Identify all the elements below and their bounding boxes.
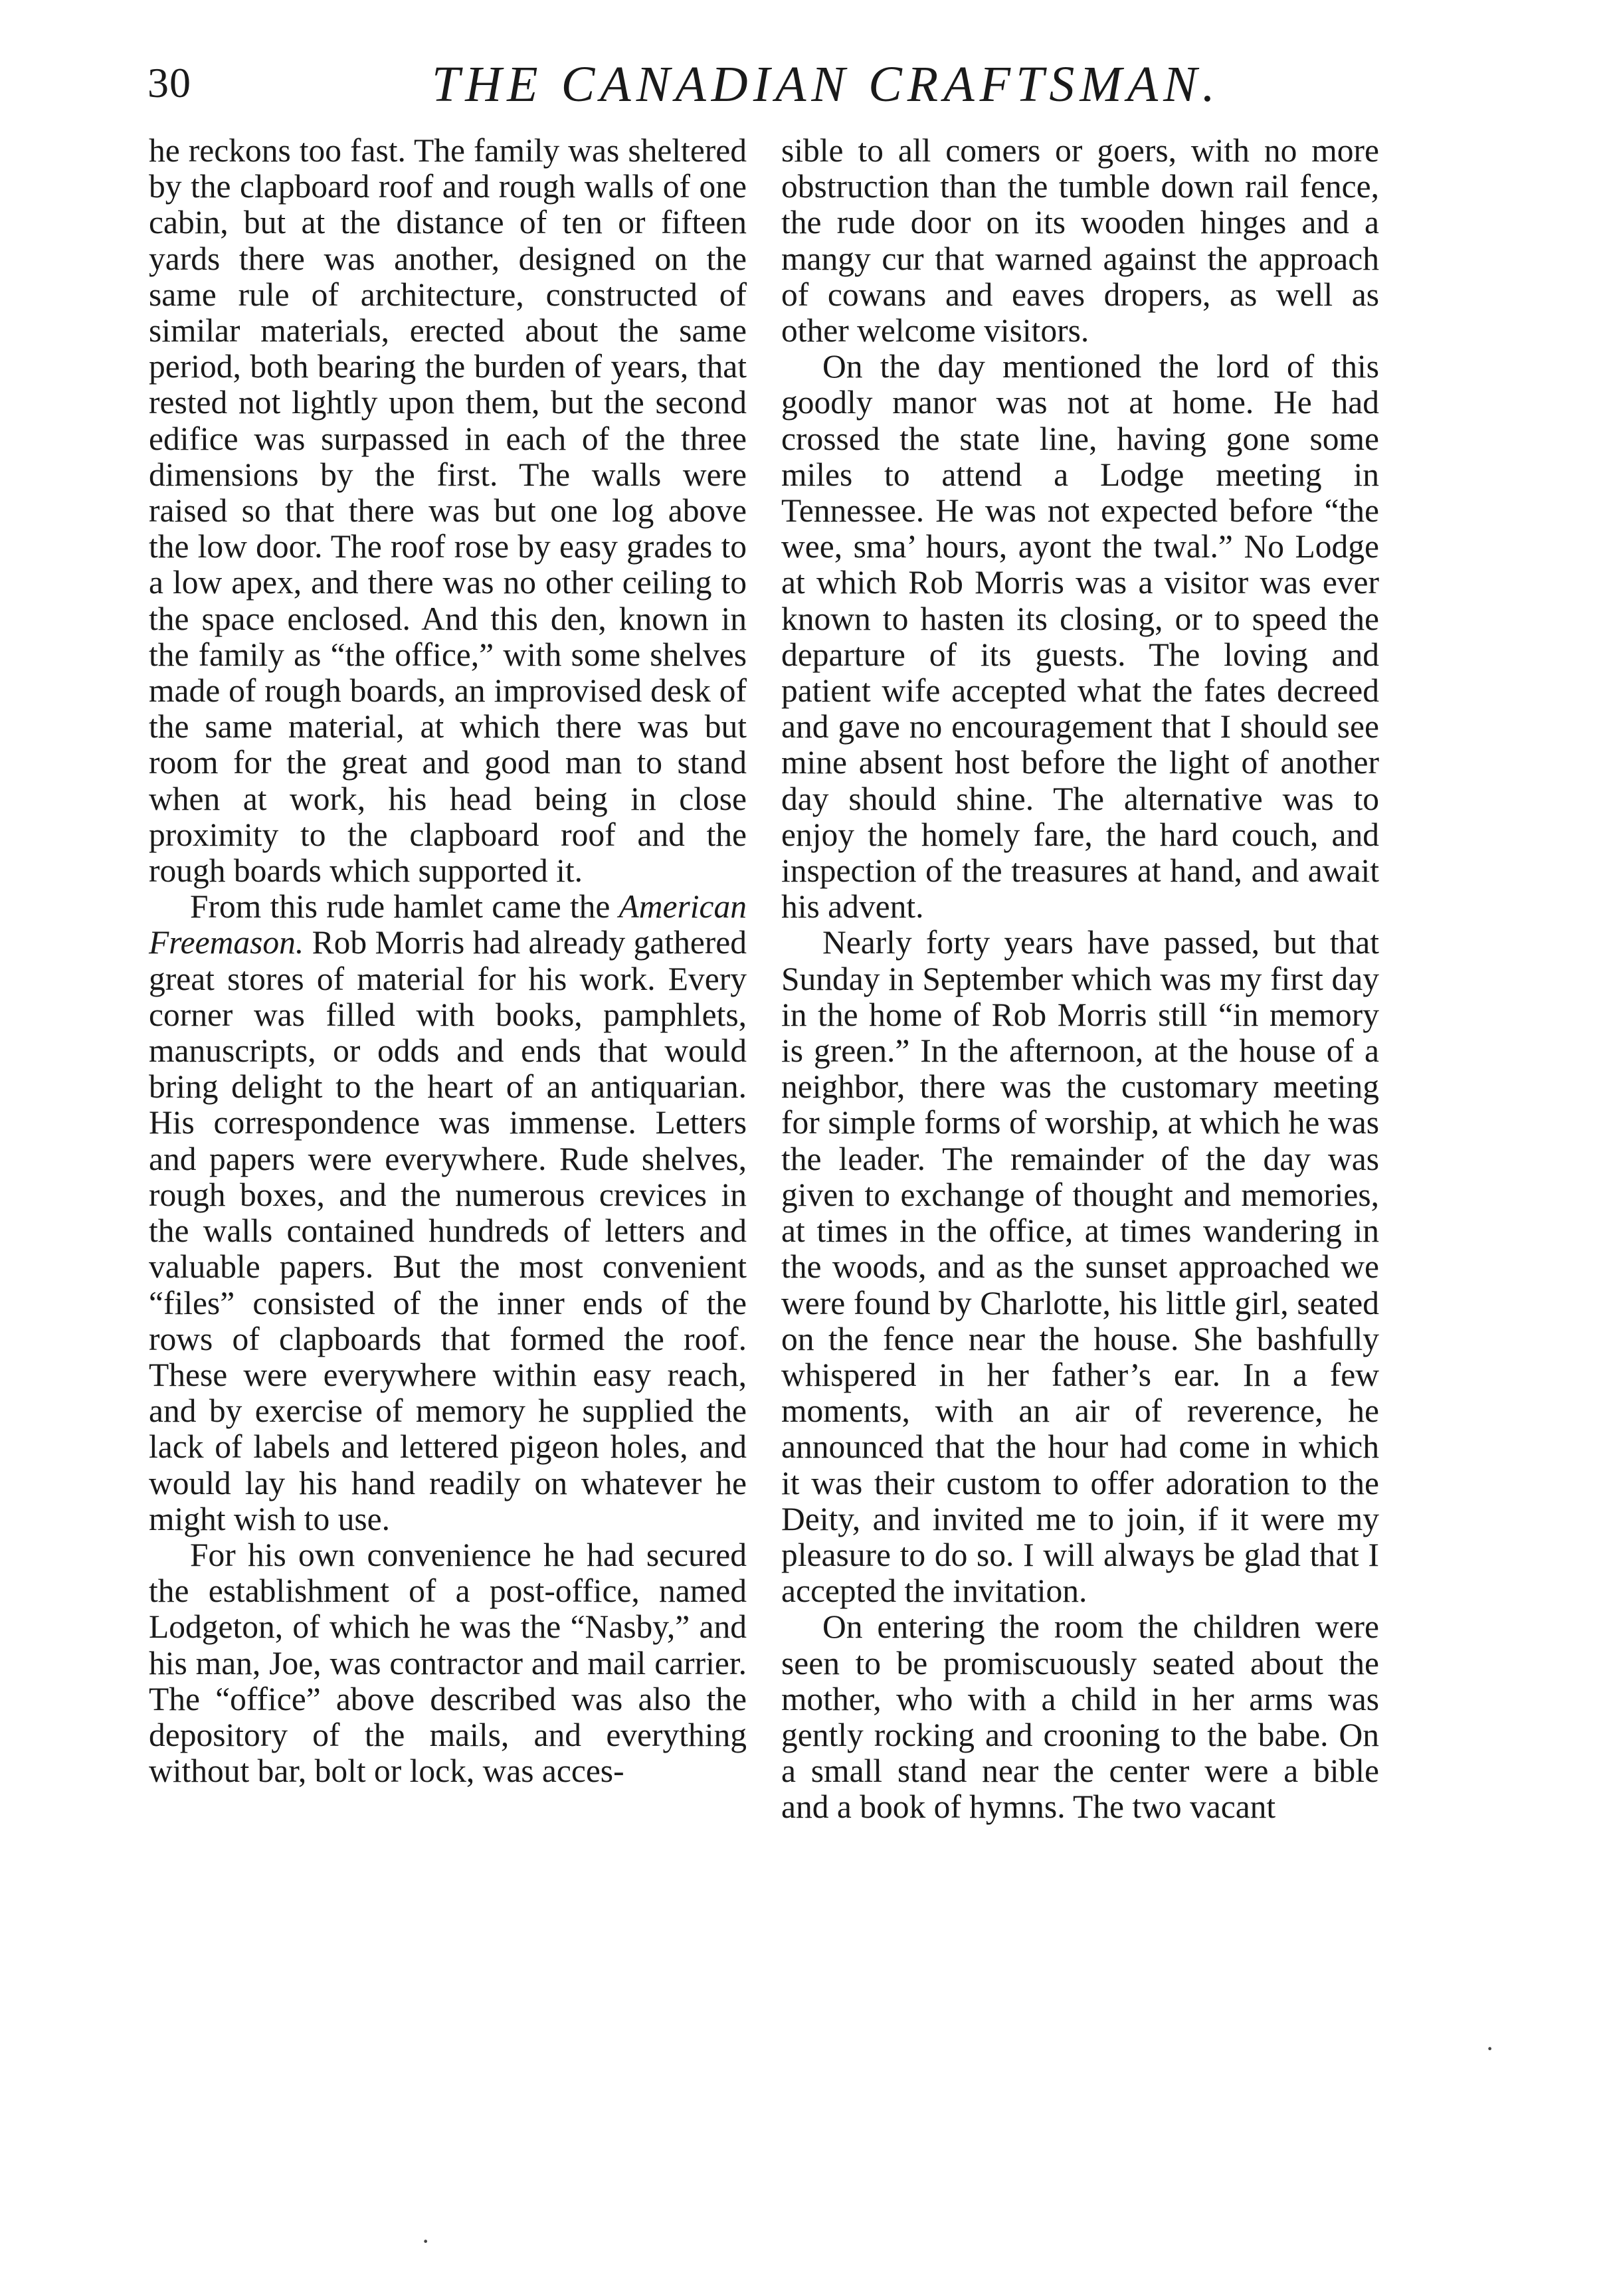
stray-mark: · [421, 2226, 430, 2256]
paragraph-text: From this rude hamlet came the [190, 888, 619, 925]
paragraph: On the day mentioned the lord of this goodly manor was not at home. He had crossed the state line, having gone some miles to attend a Lodge meeting in Tennessee. He was not expected before “the wee, sma’ hours, ayont the twal.” No Lodge at which Rob Morris was a visitor was ever known to hasten its closing, or to speed the departure of its guests. The loving and patient wife accepted what the fates decreed and gave no encouragement that I should see mine absent host before the light of another day should shine. The alternative was to enjoy the homely fare, the hard couch, and inspection of the treasures at hand, and await his advent. [781, 348, 1379, 925]
paragraph: On entering the room the children were seen to be promiscuously seated about the mother, who with a child in her arms was gently rocking and crooning to the babe. On a small stand near the center were a bible and a book of hymns. The two vacant [781, 1608, 1379, 1826]
publication-title: American Freemason. [149, 888, 747, 961]
running-title: THE CANADIAN CRAFTSMAN. [432, 56, 1220, 112]
paragraph: sible to all comers or goers, with no more obstruction than the tumble down rail fence, the rude door on its wooden hinges and a mangy cur that warned against the approach of cowans and eaves dropers, as well as other welcome visitors. [781, 132, 1379, 349]
paragraph: he reckons too fast. The family was sheltered by the clapboard roof and rough walls of one cabin, but at the distance of ten or fifteen yards there was another, designed on the same rule of architecture, constructed of similar materials, erected about the same period, both bearing the burden of years, that rested not lightly upon them, but the second edifice was surpassed in each of the three dimensions by the first. The walls were raised so that there was but one log above the low door. The roof rose by easy grades to a low apex, and there was no other ceiling to the space enclosed. And this den, known in the family as “the office,” with some shelves made of rough boards, an improvised desk of the same material, at which there was but room for the great and good man to stand when at work, his head being in close proximity to the clapboard roof and the rough boards which supported it. [149, 132, 747, 890]
page-number: 30 [147, 59, 191, 106]
paragraph: Nearly forty years have passed, but that Sunday in September which was my first day in the home of Rob Morris still “in memory is green.” In the afternoon, at the house of a neighbor, there was the customary meeting for simple forms of worship, at which he was the leader. The remainder of the day was given to exchange of thought and memories, at times in the office, at times wandering in the woods, and as the sunset approached we were found by Charlotte, his little girl, seated on the fence near the house. She bashfully whispered in her father’s ear. In a few moments, with an air of reverence, he announced that the hour had come in which it was their custom to offer adoration to the Deity, and invited me to join, if it were my pleasure to do so. I will always be glad that I accepted the invitation. [781, 924, 1379, 1610]
right-column [781, 133, 1379, 1826]
page-header [0, 52, 1603, 125]
paragraph: For his own convenience he had secured the establishment of a post-office, named Lodgeton, of which he was the “Nasby,” and his man, Joe, was contractor and mail carrier. The “office” above described was also the depository of the mails, and everything without bar, bolt or lock, was acces- [149, 1536, 747, 1790]
paragraph [149, 889, 747, 1537]
paragraph-text: Rob Morris had already gathered great stores of material for his work. Every corner was filled with books, pamphlets, manuscripts, or odds and ends that would bring delight to the heart of an antiquarian. His correspondence was immense. Letters and papers were everywhere. Rude shelves, rough boxes, and the numerous crevices in the walls contained hundreds of letters and valuable papers. But the most convenient “files” consisted of the inner ends of the rows of clapboards that formed the roof. These were everywhere within easy reach, and by exercise of memory he supplied the lack of labels and lettered pigeon holes, and would lay his hand readily on whatever he might wish to use. [149, 924, 747, 1537]
stray-mark: · [1485, 2034, 1495, 2063]
left-column [149, 133, 747, 1789]
